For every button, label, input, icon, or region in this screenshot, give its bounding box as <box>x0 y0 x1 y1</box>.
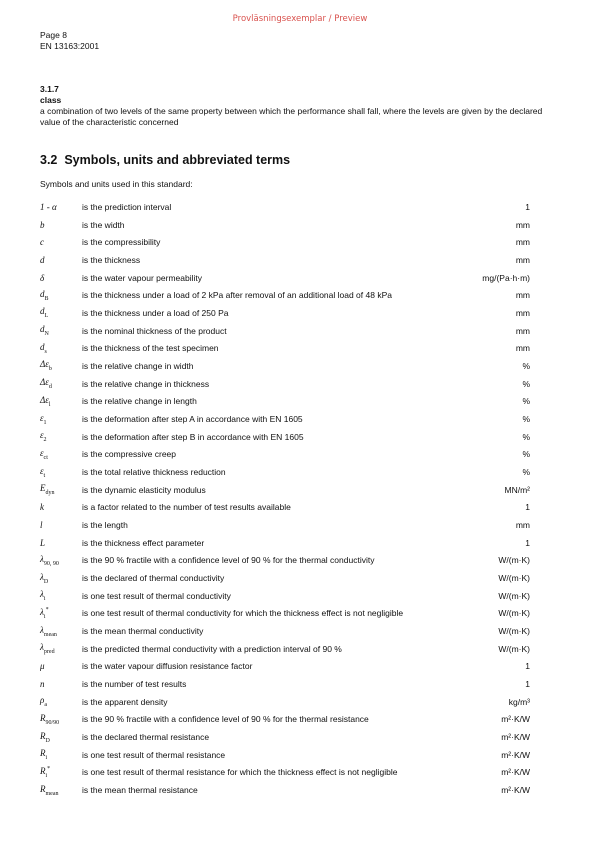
symbol-base: λ <box>40 571 44 582</box>
symbol-unit: mm <box>515 237 530 248</box>
symbol-base: Δε <box>40 359 49 370</box>
symbol <box>40 731 82 744</box>
symbol-base: c <box>40 237 44 248</box>
symbol-unit: mm <box>515 519 530 530</box>
symbol-base: l <box>40 519 43 530</box>
symbol-base: Δε <box>40 394 49 405</box>
symbol-unit: W/(m·K) <box>498 590 530 601</box>
symbol-row <box>40 463 530 481</box>
symbol-row <box>40 304 530 322</box>
symbol <box>40 554 82 567</box>
symbol-base: d <box>40 324 45 335</box>
symbol-base: E <box>40 483 46 494</box>
preview-watermark: Provläsningsexemplar / Preview <box>232 14 368 24</box>
symbol-unit: W/(m·K) <box>498 572 530 583</box>
symbol-description: is the compressibility <box>82 237 161 248</box>
symbol <box>40 466 82 479</box>
symbol-subscript: l <box>48 401 51 408</box>
symbol <box>40 289 82 302</box>
symbol-base: R <box>40 783 46 794</box>
symbol <box>40 395 82 408</box>
symbol-row <box>40 728 530 746</box>
symbol-description: is the deformation after step A in accordance with EN 1605 <box>82 413 303 424</box>
symbol-subscript: i <box>43 596 46 603</box>
symbol-subscript: t <box>43 472 46 479</box>
symbol-subscript: L <box>44 313 49 320</box>
symbol-description: is the dynamic elasticity modulus <box>82 484 206 495</box>
symbol-subscript: i <box>45 755 48 762</box>
symbol-base: R <box>40 730 46 741</box>
symbol-description: is the width <box>82 219 125 230</box>
symbol <box>40 572 82 585</box>
symbol-description: is the declared thermal resistance <box>82 731 210 742</box>
symbol-unit: kg/m³ <box>508 696 530 707</box>
symbol-description: is the deformation after step B in accordance with EN 1605 <box>82 431 304 442</box>
symbol <box>40 642 82 655</box>
standard-id: EN 13163:2001 <box>40 41 100 51</box>
symbol <box>40 220 82 230</box>
clause-definition: a combination of two levels of the same property between which the performance shall fall, where the levels are given by the declared value of the characteristic concerned <box>40 106 543 127</box>
symbol <box>40 237 82 247</box>
symbol-row <box>40 675 530 693</box>
section-title: Symbols, units and abbreviated terms <box>64 153 291 167</box>
section-number: 3.2 <box>40 153 58 167</box>
symbol-description: is the water vapour diffusion resistance factor <box>82 661 253 672</box>
page-header <box>40 30 99 52</box>
symbols-table <box>40 198 530 799</box>
symbol-description: is the length <box>82 519 128 530</box>
symbol-description: is one test result of thermal conductivity <box>82 590 231 601</box>
symbol <box>40 359 82 372</box>
symbol-unit: 1 <box>525 537 530 548</box>
symbol <box>40 784 82 797</box>
symbol-unit: % <box>522 466 530 477</box>
symbol <box>40 377 82 390</box>
symbol <box>40 766 82 779</box>
symbol-description: is the thickness under a load of 2 kPa after removal of an additional load of 48 kPa <box>82 290 392 301</box>
symbol-description: is one test result of thermal resistance for which the thickness effect is not negligible <box>82 767 398 778</box>
symbol-row <box>40 569 530 587</box>
symbol-row <box>40 445 530 463</box>
symbol-row <box>40 498 530 516</box>
symbol-base: R <box>40 748 46 759</box>
symbol <box>40 679 82 689</box>
symbol-unit: m²·K/W <box>501 767 530 778</box>
symbol-row <box>40 392 530 410</box>
symbol-unit: m²·K/W <box>501 785 530 795</box>
symbol <box>40 273 82 283</box>
symbol-description: is the predicted thermal conductivity with a prediction interval of 90 % <box>82 643 342 654</box>
symbol-description: is the relative change in width <box>82 360 194 371</box>
symbol-subscript: d <box>48 383 52 390</box>
clause-term: class <box>40 95 62 105</box>
symbol-unit: mm <box>515 307 530 318</box>
symbol-base: R <box>40 765 46 776</box>
symbol-base: Δε <box>40 377 49 388</box>
symbol-subscript: i <box>45 772 48 779</box>
symbol-row <box>40 622 530 640</box>
symbol-subscript: 90, 90 <box>43 560 59 567</box>
symbol-description: is the water vapour permeability <box>82 272 203 283</box>
symbol-base: d <box>40 306 45 317</box>
symbol-unit: W/(m·K) <box>498 625 530 636</box>
symbol-unit: W/(m·K) <box>498 643 530 654</box>
symbol-base: ρ <box>40 695 45 706</box>
symbol-superscript: * <box>47 765 51 772</box>
symbol-unit: m²·K/W <box>501 731 530 742</box>
symbol-unit: % <box>522 360 530 371</box>
symbol-base: 1 - α <box>40 201 57 212</box>
symbol-base: λ <box>40 589 44 600</box>
symbol-unit: W/(m·K) <box>498 608 530 619</box>
symbol-row <box>40 781 530 799</box>
symbol-description: is the number of test results <box>82 678 187 689</box>
symbol <box>40 625 82 638</box>
symbol-row <box>40 357 530 375</box>
symbol-description: is the total relative thickness reduction <box>82 466 226 477</box>
symbol-base: n <box>40 678 45 689</box>
symbol <box>40 695 82 708</box>
symbol-unit: mm <box>515 219 530 230</box>
symbol <box>40 342 82 355</box>
symbol-row <box>40 710 530 728</box>
symbol-row <box>40 269 530 287</box>
section-intro: Symbols and units used in this standard: <box>40 179 193 189</box>
symbol-unit: 1 <box>525 502 530 513</box>
symbol-row <box>40 516 530 534</box>
symbol-description: is the compressive creep <box>82 449 177 460</box>
symbol <box>40 430 82 443</box>
symbol-unit: MN/m² <box>504 484 530 495</box>
symbol-subscript: 1 <box>43 419 47 426</box>
symbol-row <box>40 322 530 340</box>
symbol-row <box>40 640 530 658</box>
symbol-description: is the 90 % fractile with a confidence level of 90 % for the thermal resistance <box>82 714 369 725</box>
symbol-row <box>40 657 530 675</box>
symbol-row <box>40 693 530 711</box>
symbol-row <box>40 481 530 499</box>
symbol-description: is the nominal thickness of the product <box>82 325 227 336</box>
symbol-unit: % <box>522 378 530 389</box>
symbol-subscript: N <box>44 330 49 337</box>
symbol <box>40 483 82 496</box>
symbol-subscript: b <box>48 366 52 373</box>
symbol <box>40 448 82 461</box>
symbol-subscript: i <box>43 613 46 620</box>
clause-number: 3.1.7 <box>40 84 59 94</box>
symbol-subscript: mean <box>43 631 57 638</box>
page-number: Page 8 <box>40 30 67 40</box>
symbol <box>40 413 82 426</box>
symbol-unit: mm <box>515 343 530 354</box>
symbol-description: is the declared of thermal conductivity <box>82 572 225 583</box>
symbol <box>40 748 82 761</box>
symbol-base: λ <box>40 642 44 653</box>
symbol-row <box>40 286 530 304</box>
clause-3-1-7 <box>40 84 560 128</box>
symbol-base: k <box>40 502 44 513</box>
symbol-subscript: a <box>44 702 47 709</box>
symbol-base: λ <box>40 624 44 635</box>
symbol-row <box>40 198 530 216</box>
symbol-unit: mm <box>515 290 530 301</box>
symbol <box>40 306 82 319</box>
symbol-row <box>40 251 530 269</box>
symbol-description: is the relative change in length <box>82 396 197 407</box>
symbol-unit: m²·K/W <box>501 749 530 760</box>
symbol-unit: % <box>522 431 530 442</box>
symbol-base: ε <box>40 465 44 476</box>
symbol-row <box>40 233 530 251</box>
symbol-row <box>40 375 530 393</box>
symbol-subscript: dyn <box>45 489 55 496</box>
symbol-unit: % <box>522 396 530 407</box>
symbol-subscript: ct <box>43 454 48 461</box>
symbol <box>40 202 82 212</box>
symbol-subscript: 2 <box>43 436 47 443</box>
symbol-row <box>40 534 530 552</box>
symbol-unit: 1 <box>525 201 530 212</box>
symbol-description: is a factor related to the number of test results available <box>82 502 291 513</box>
symbol <box>40 607 82 620</box>
symbol-description: is the thickness effect parameter <box>82 537 205 548</box>
symbol-description: is the mean thermal resistance <box>82 785 198 795</box>
symbol-row <box>40 604 530 622</box>
symbol-superscript: * <box>45 606 49 613</box>
symbol-row <box>40 216 530 234</box>
symbol-unit: mm <box>515 254 530 265</box>
symbol-row <box>40 587 530 605</box>
symbol-base: ε <box>40 447 44 458</box>
symbol <box>40 538 82 548</box>
symbol-base: b <box>40 219 45 230</box>
symbol-base: d <box>40 254 45 265</box>
symbol-base: d <box>40 288 45 299</box>
symbol-subscript: B <box>44 295 49 302</box>
symbol-base: d <box>40 341 45 352</box>
symbol-base: ε <box>40 430 44 441</box>
symbol-unit: 1 <box>525 661 530 672</box>
symbol <box>40 324 82 337</box>
symbol-base: L <box>40 537 46 548</box>
symbol-row <box>40 764 530 782</box>
symbol-subscript: D <box>45 737 50 744</box>
symbol <box>40 502 82 512</box>
symbol <box>40 661 82 671</box>
symbol-unit: % <box>522 449 530 460</box>
symbol-subscript: 90/90 <box>45 719 60 726</box>
symbol-description: is one test result of thermal conductivity for which the thickness effect is not negligible <box>82 608 404 619</box>
symbol-subscript: pred <box>43 649 55 656</box>
symbol-description: is the thickness <box>82 254 141 265</box>
symbol-description: is the 90 % fractile with a confidence level of 90 % for the thermal conductivity <box>82 555 375 566</box>
symbol-row <box>40 746 530 764</box>
symbol-description: is the prediction interval <box>82 201 172 212</box>
symbol <box>40 589 82 602</box>
symbol-description: is one test result of thermal resistance <box>82 749 226 760</box>
symbol-unit: m²·K/W <box>501 714 530 725</box>
symbol-unit: mg/(Pa·h·m) <box>482 272 530 283</box>
symbol-unit: % <box>522 413 530 424</box>
symbol-base: R <box>40 712 46 723</box>
symbol-base: μ <box>40 661 45 672</box>
symbol-base: λ <box>40 553 44 564</box>
symbol-subscript: D <box>43 578 49 585</box>
symbol-row <box>40 410 530 428</box>
symbol <box>40 520 82 530</box>
symbol-description: is the mean thermal conductivity <box>82 625 204 636</box>
symbol-row <box>40 339 530 357</box>
symbol-base: ε <box>40 412 44 423</box>
symbol-base: λ <box>40 606 44 617</box>
symbol-unit: 1 <box>525 678 530 689</box>
symbol <box>40 713 82 726</box>
symbol-row <box>40 551 530 569</box>
symbol-description: is the relative change in thickness <box>82 378 210 389</box>
symbol-description: is the thickness under a load of 250 Pa <box>82 307 229 318</box>
symbol-description: is the apparent density <box>82 696 168 707</box>
symbol-row <box>40 428 530 446</box>
symbol-subscript: s <box>44 348 47 355</box>
symbol-base: δ <box>40 272 45 283</box>
symbol <box>40 255 82 265</box>
symbol-unit: W/(m·K) <box>498 555 530 566</box>
symbol-unit: mm <box>515 325 530 336</box>
section-heading <box>40 153 290 167</box>
symbol-description: is the thickness of the test specimen <box>82 343 219 354</box>
symbol-subscript: mean <box>45 790 59 797</box>
